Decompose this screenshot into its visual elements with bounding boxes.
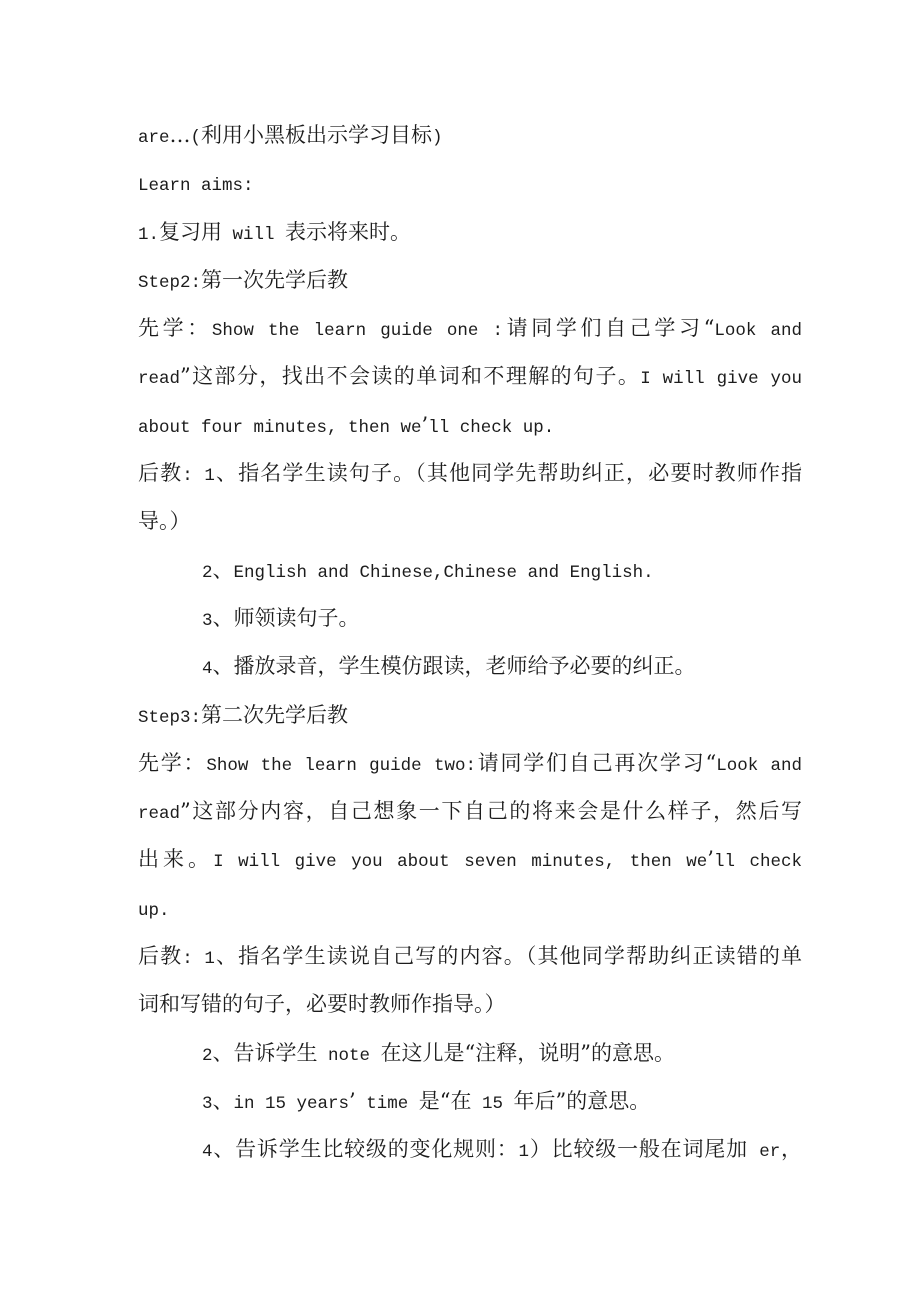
text-line: read”这部分，找出不会读的单词和不理解的句子。I will give you (138, 364, 803, 390)
text-line: 1.复习用 will 表示将来时。 (138, 219, 412, 245)
text-line: 出来。I will give you about seven minutes, then we’ll check (138, 847, 803, 873)
text-line: 4、告诉学生比较级的变化规则：1）比较级一般在词尾加 er， (202, 1137, 803, 1163)
text-line: 导。） (138, 509, 191, 534)
text-line: 2、告诉学生 note 在这儿是“注释，说明”的意思。 (202, 1040, 676, 1066)
text-line: 4、播放录音，学生模仿跟读，老师给予必要的纠正。 (202, 654, 696, 680)
text-line: Learn aims: (138, 176, 254, 197)
text-line: are…(利用小黑板出示学习目标) (138, 123, 443, 148)
text-line: 后教: 1、指名学生读说自己写的内容。（其他同学帮助纠正读错的单 (138, 944, 802, 970)
text-line: Step2:第一次先学后教 (138, 267, 349, 293)
text-line: up. (138, 900, 170, 921)
text-line: 先学：Show the learn guide two:请同学们自己再次学习“Look and (138, 750, 803, 776)
text-line: 先学：Show the learn guide one :请同学们自己学习“Look and (138, 316, 803, 342)
text-line: about four minutes, then we’ll check up. (138, 412, 555, 438)
text-line: Step3:第二次先学后教 (138, 702, 349, 728)
text-line: 3、in 15 years’ time 是“在 15 年后”的意思。 (202, 1088, 651, 1114)
text-line: 3、师领读句子。 (202, 605, 360, 631)
text-line: read”这部分内容，自己想象一下自己的将来会是什么样子，然后写 (138, 799, 802, 825)
text-line: 2、English and Chinese,Chinese and English. (202, 557, 654, 583)
text-line: 词和写错的句子，必要时教师作指导。） (138, 992, 506, 1017)
text-line: 后教: 1、指名学生读句子。（其他同学先帮助纠正，必要时教师作指 (138, 461, 802, 487)
document-lines (138, 111, 802, 1174)
